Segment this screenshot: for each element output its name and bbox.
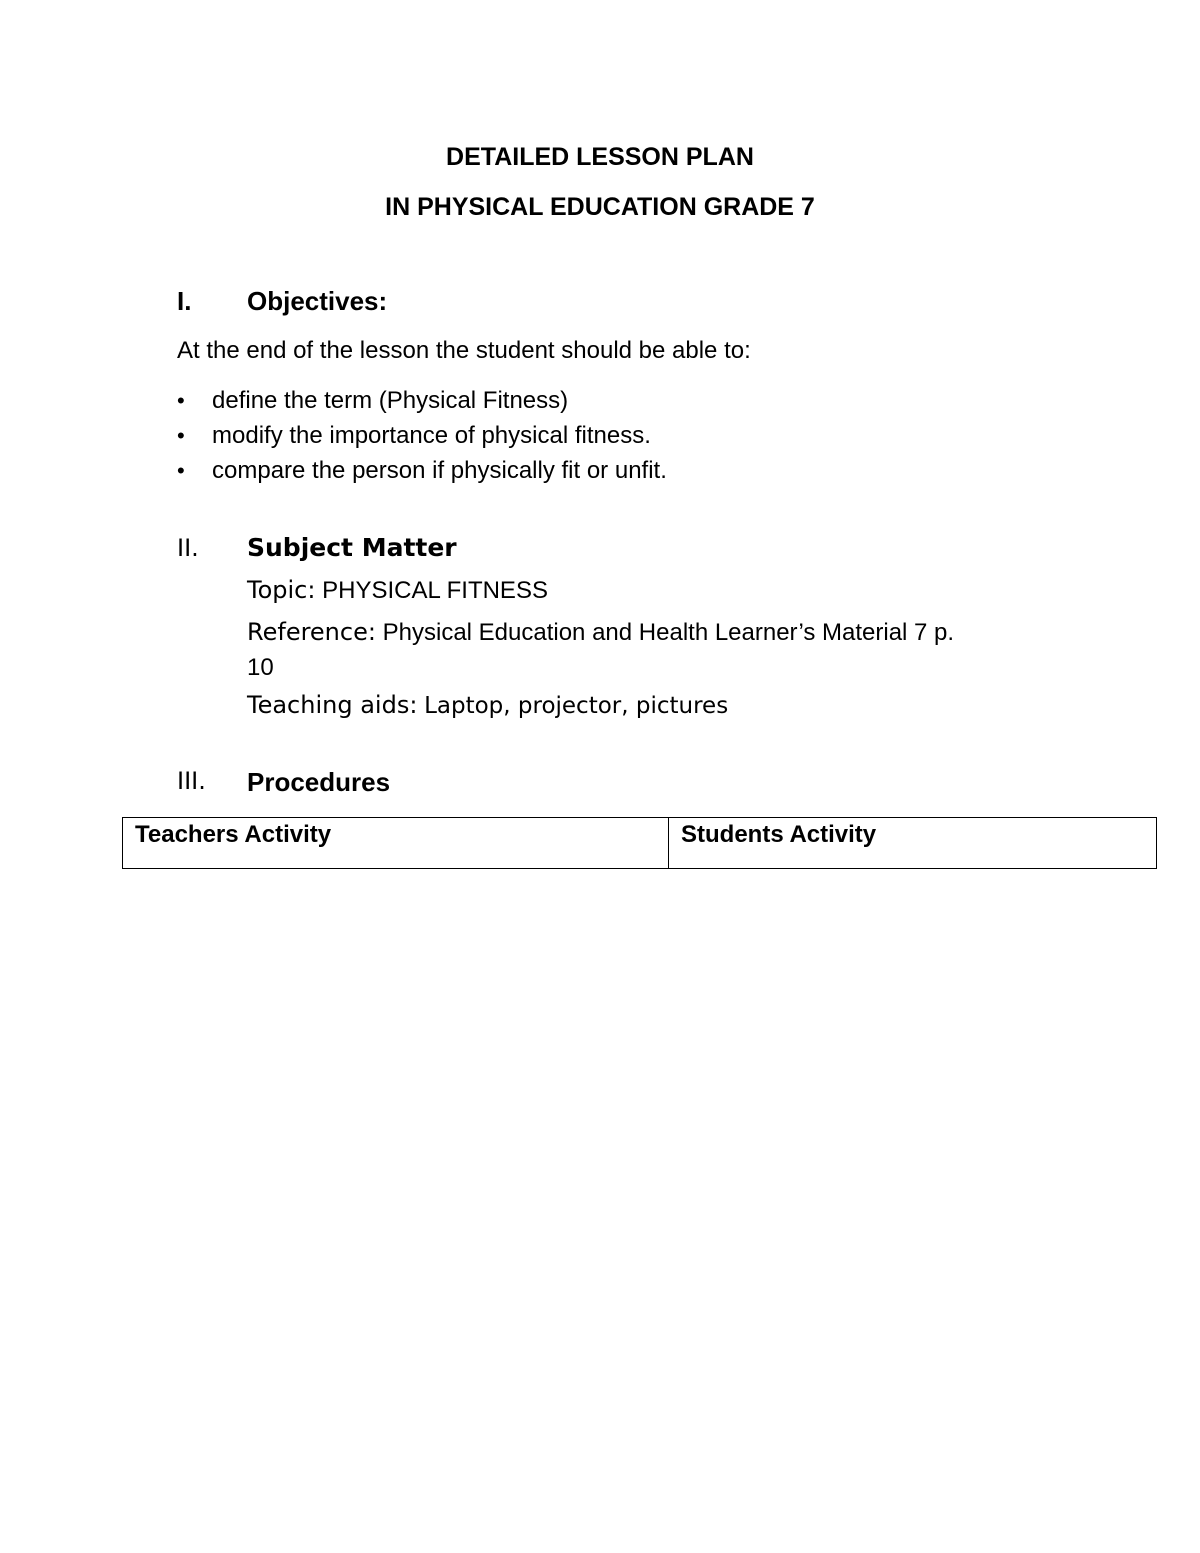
document-title: DETAILED LESSON PLAN [446, 143, 754, 171]
topic-label: Topic: [247, 576, 316, 604]
subject-matter-heading: Subject Matter [247, 533, 457, 562]
procedures-heading: Procedures [247, 767, 391, 797]
objectives-number: I. [177, 286, 192, 316]
bullet-icon: • [177, 423, 185, 448]
procedures-number: III. [177, 767, 206, 795]
teaching-aids-line [247, 691, 728, 720]
table-header-students: Students Activity [681, 821, 877, 848]
topic-value: PHYSICAL FITNESS [322, 577, 548, 604]
objectives-list [177, 386, 667, 491]
objective-text: define the term (Physical Fitness) [212, 387, 569, 414]
subject-matter-number: II. [177, 534, 199, 562]
reference-value: Physical Education and Health Learner’s Material 7 p. [382, 619, 955, 646]
reference-line [247, 618, 954, 647]
document-subtitle: IN PHYSICAL EDUCATION GRADE 7 [385, 193, 815, 221]
list-item [177, 386, 667, 421]
objectives-intro: At the end of the lesson the student should be able to: [177, 337, 751, 364]
procedures-table [122, 817, 1157, 869]
objectives-heading: Objectives: [247, 286, 388, 316]
teaching-aids-value: Laptop, projector, pictures [424, 693, 729, 719]
bullet-icon: • [177, 388, 185, 413]
bullet-icon: • [177, 458, 185, 483]
topic-line [247, 576, 548, 605]
objective-text: modify the importance of physical fitness. [212, 422, 651, 449]
table-header-teachers: Teachers Activity [123, 818, 669, 868]
list-item [177, 456, 667, 491]
list-item [177, 421, 667, 456]
objective-text: compare the person if physically fit or unfit. [212, 457, 667, 484]
reference-continued: 10 [247, 654, 274, 681]
teaching-aids-label: Teaching aids: [247, 691, 418, 719]
reference-label: Reference: [247, 618, 376, 646]
